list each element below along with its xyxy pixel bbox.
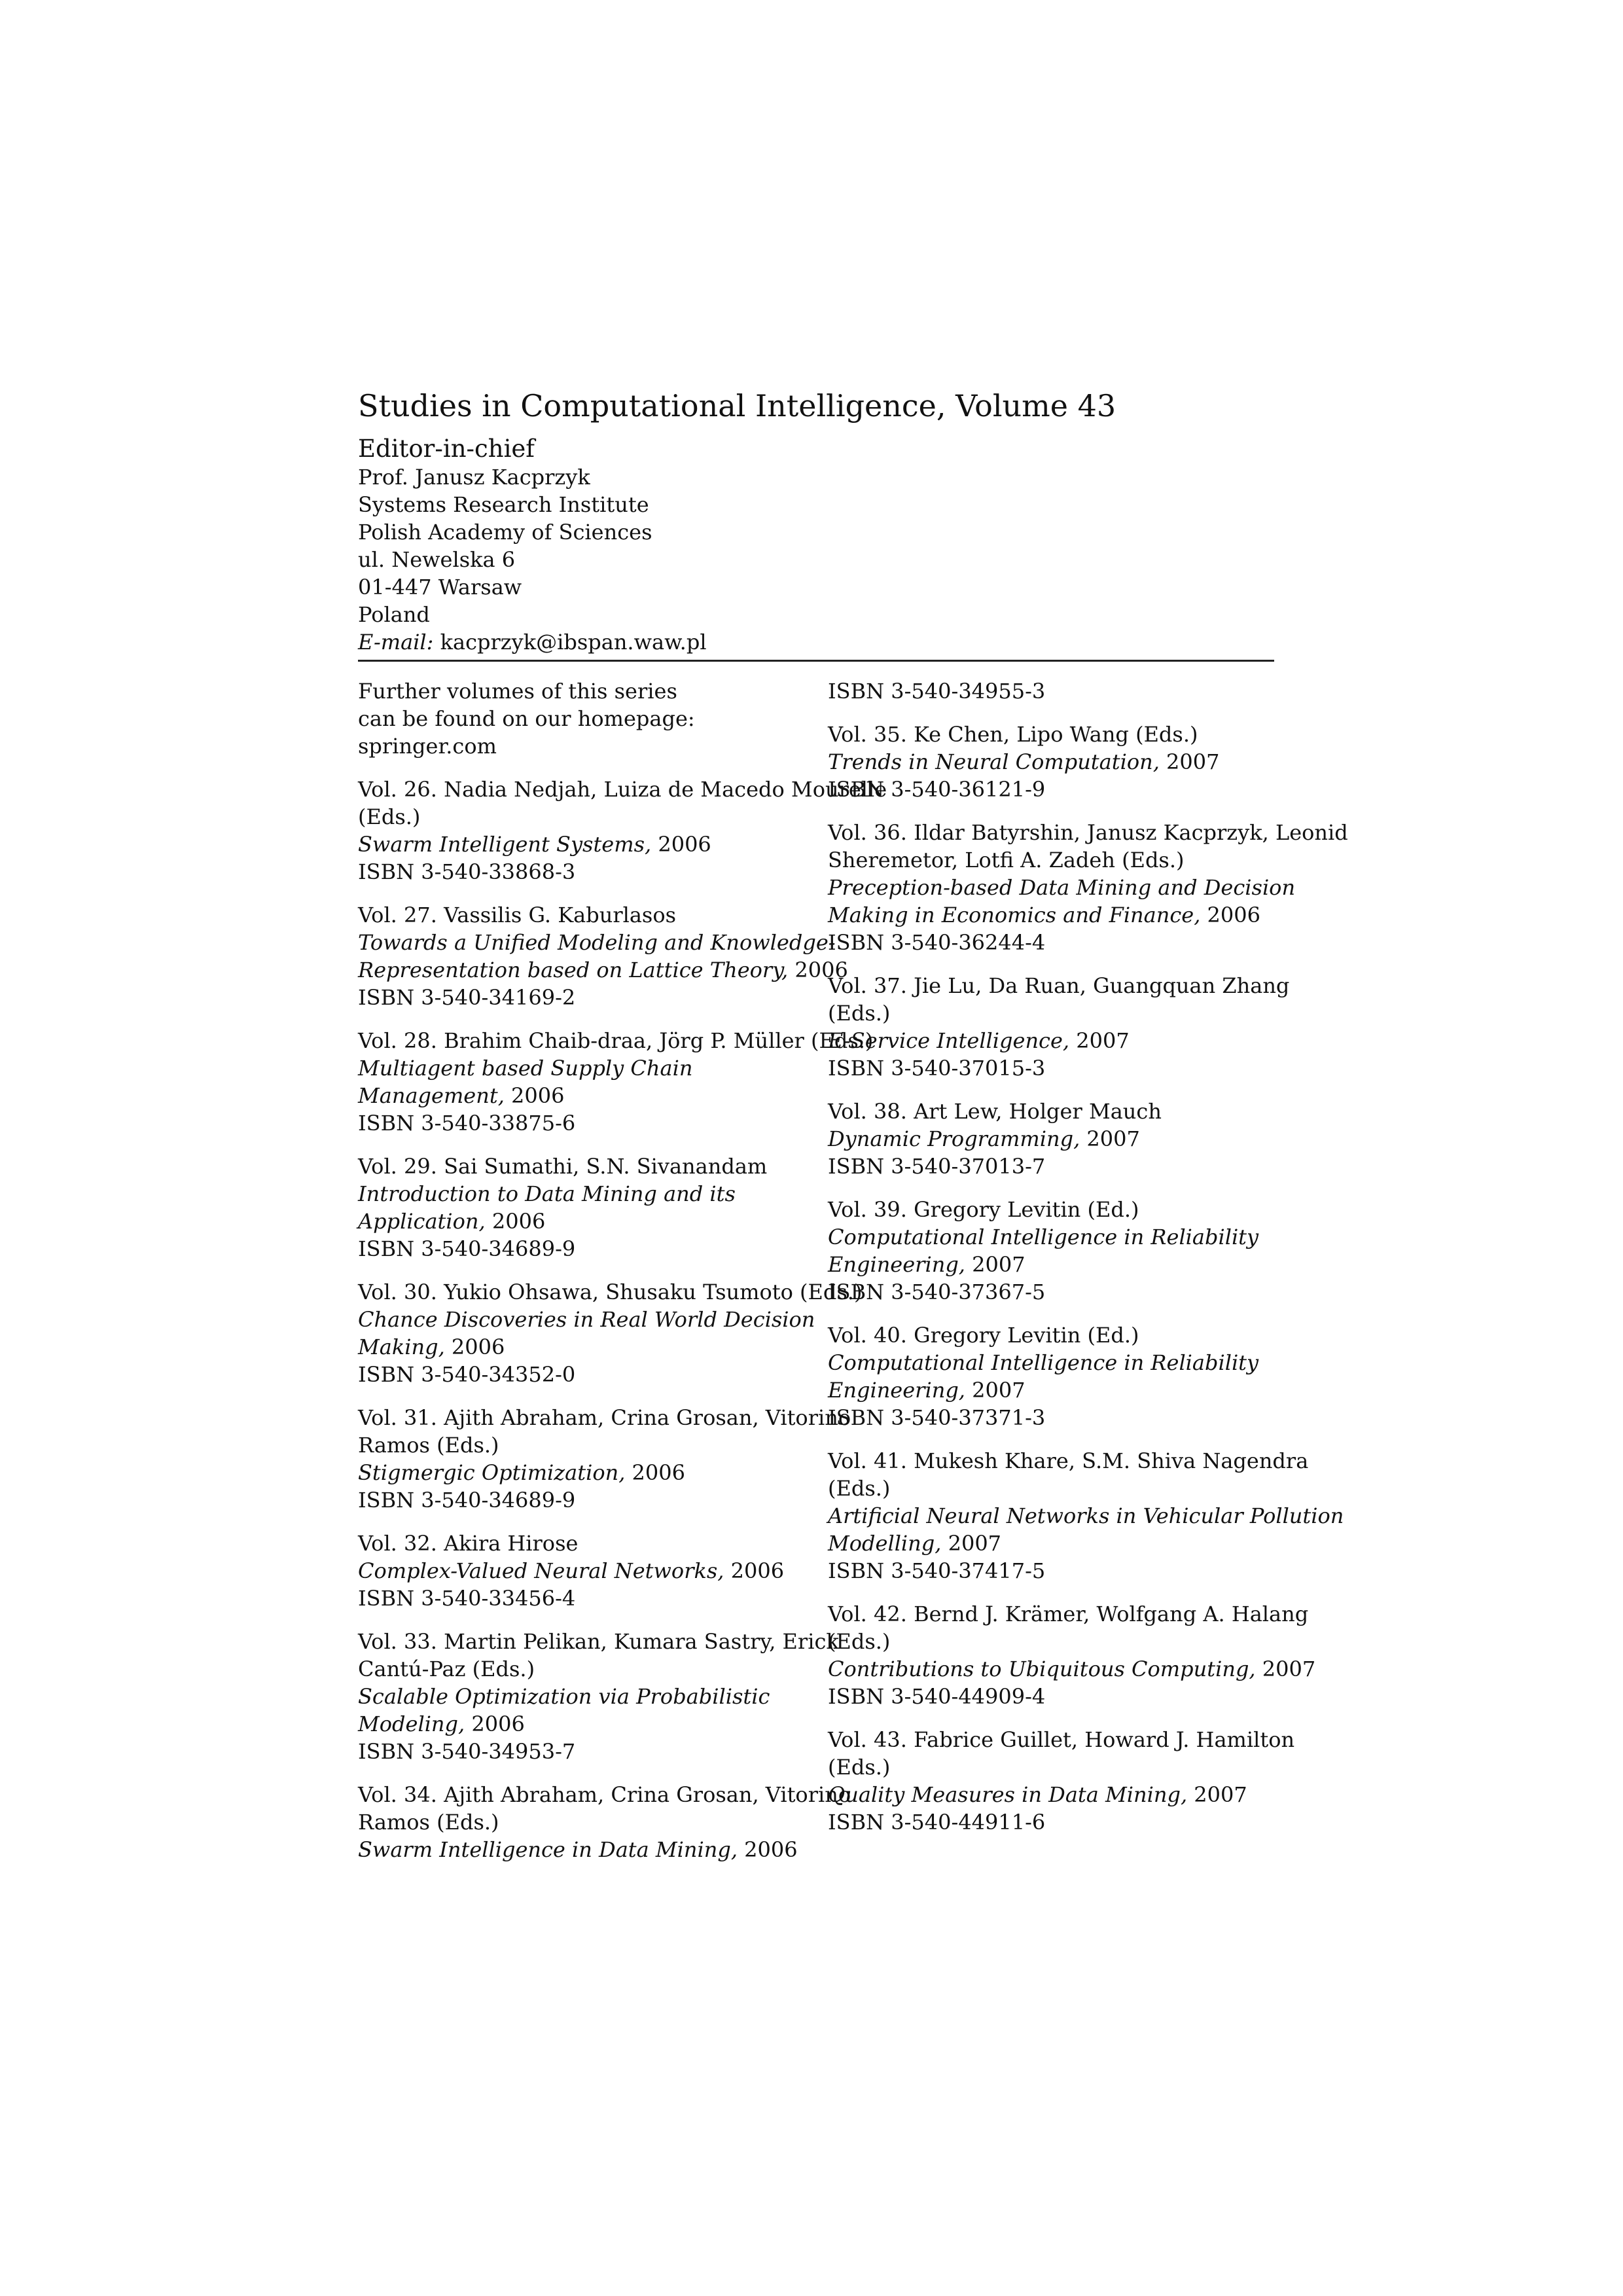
book-title: Contributions to Ubiquitous Computing, xyxy=(828,1657,1256,1681)
entry-line xyxy=(828,1655,1316,1683)
entry-line xyxy=(828,1153,1279,1180)
entry-line xyxy=(358,1333,816,1361)
book-title: Engineering, xyxy=(828,1252,965,1277)
volume-entry xyxy=(828,1726,1295,1836)
publication-year: 2006 xyxy=(465,1712,525,1736)
volume-entry xyxy=(828,972,1290,1082)
book-title: Swarm Intelligence in Data Mining, xyxy=(358,1837,738,1862)
entry-line xyxy=(358,1082,816,1109)
entry-text: Vol. 26. Nadia Nedjah, Luiza de Macedo Mourelle xyxy=(358,777,887,802)
entry-line xyxy=(358,1431,816,1459)
entry-text: Vol. 34. Ajith Abraham, Crina Grosan, Vitorino xyxy=(358,1782,851,1807)
editor-block xyxy=(358,435,1274,656)
publication-year: 2007 xyxy=(965,1252,1026,1277)
entry-line xyxy=(828,1125,1279,1153)
entry-text: ISBN 3-540-37417-5 xyxy=(828,1558,1046,1583)
book-title: Introduction to Data Mining and its xyxy=(358,1181,736,1206)
entry-text: Ramos (Eds.) xyxy=(358,1433,499,1458)
homepage-link[interactable]: springer.com xyxy=(358,734,497,759)
entry-text: Vol. 32. Akira Hirose xyxy=(358,1531,579,1556)
entry-line xyxy=(358,1153,816,1180)
entry-line xyxy=(828,819,1348,846)
entry-text: ISBN 3-540-33868-3 xyxy=(358,859,576,884)
entry-text: ISBN 3-540-34689-9 xyxy=(358,1236,576,1261)
publication-year: 2006 xyxy=(651,832,711,857)
book-title: Swarm Intelligent Systems, xyxy=(358,832,652,857)
series-page xyxy=(358,386,1348,1862)
entry-line xyxy=(828,1726,1295,1753)
entry-line xyxy=(358,776,887,803)
homepage-note xyxy=(358,677,816,760)
entry-line xyxy=(828,1683,1279,1710)
entry-line xyxy=(358,1808,816,1836)
entry-text: ISBN 3-540-44909-4 xyxy=(828,1684,1046,1709)
entry-line xyxy=(828,1054,1279,1082)
volume-entry xyxy=(828,1600,1316,1710)
editor-institute: Systems Research Institute xyxy=(358,492,649,517)
entry-text: ISBN 3-540-36121-9 xyxy=(828,777,1046,802)
entry-line xyxy=(828,1251,1279,1278)
book-title: Making in Economics and Finance, xyxy=(828,903,1201,927)
book-title: E-Service Intelligence, xyxy=(828,1028,1070,1053)
publication-year: 2006 xyxy=(485,1209,546,1234)
entry-line xyxy=(828,846,1279,874)
volume-entry xyxy=(358,1404,851,1514)
editor-academy: Polish Academy of Sciences xyxy=(358,520,652,545)
publication-year: 2007 xyxy=(1187,1782,1247,1807)
volume-entry xyxy=(358,1278,863,1388)
entry-text: Vol. 41. Mukesh Khare, S.M. Shiva Nagendra xyxy=(828,1448,1309,1473)
entry-line xyxy=(828,1753,1279,1781)
entry-line xyxy=(828,721,1279,748)
entry-line xyxy=(828,1475,1279,1502)
volume-entry xyxy=(828,1321,1279,1431)
volume-entry xyxy=(828,1098,1279,1180)
entry-line xyxy=(358,803,816,831)
book-title: Multiagent based Supply Chain xyxy=(358,1056,693,1081)
email-label: E-mail: xyxy=(358,630,434,655)
entry-text: ISBN 3-540-44911-6 xyxy=(828,1810,1046,1835)
entry-text: ISBN 3-540-34352-0 xyxy=(358,1362,576,1387)
email-address[interactable]: kacprzyk@ibspan.waw.pl xyxy=(440,630,707,655)
volume-entry xyxy=(358,1628,839,1765)
entry-text: ISBN 3-540-33875-6 xyxy=(358,1111,576,1136)
entry-line xyxy=(828,1600,1309,1628)
entry-text: Vol. 27. Vassilis G. Kaburlasos xyxy=(358,903,677,927)
book-title: Chance Discoveries in Real World Decision xyxy=(358,1307,815,1332)
entry-line xyxy=(828,1404,1279,1431)
entry-line xyxy=(828,1628,1279,1655)
book-title: Engineering, xyxy=(828,1378,965,1403)
entry-text: ISBN 3-540-37015-3 xyxy=(828,1056,1046,1081)
series-title: Studies in Computational Intelligence, Volume 43 xyxy=(358,388,1116,423)
entry-text: (Eds.) xyxy=(828,1476,891,1501)
entry-text: ISBN 3-540-37013-7 xyxy=(828,1154,1046,1179)
entry-text: Vol. 42. Bernd J. Krämer, Wolfgang A. Halang xyxy=(828,1602,1309,1626)
entry-text: ISBN 3-540-33456-4 xyxy=(358,1586,576,1611)
publication-year: 2007 xyxy=(1069,1028,1130,1053)
publication-year: 2007 xyxy=(941,1531,1002,1556)
volume-entry xyxy=(358,776,887,886)
entry-text: ISBN 3-540-37367-5 xyxy=(828,1280,1046,1304)
volume-entry xyxy=(828,721,1279,803)
book-title: Preception-based Data Mining and Decision xyxy=(828,875,1296,900)
entry-line xyxy=(828,901,1279,929)
entry-line xyxy=(828,1223,1279,1251)
book-title: Computational Intelligence in Reliability xyxy=(828,1225,1259,1249)
entry-line xyxy=(358,1404,851,1431)
volume-entry xyxy=(358,1530,816,1612)
entry-line xyxy=(828,1557,1279,1585)
entry-line xyxy=(358,831,816,858)
editor-heading: Editor-in-chief xyxy=(358,435,535,463)
volume-entry xyxy=(828,1447,1344,1585)
volume-entry xyxy=(358,1027,874,1137)
entry-text: Vol. 39. Gregory Levitin (Ed.) xyxy=(828,1197,1139,1222)
book-title: Artificial Neural Networks in Vehicular Pollution xyxy=(828,1503,1344,1528)
publication-year: 2007 xyxy=(1080,1126,1140,1151)
book-title: Stigmergic Optimization, xyxy=(358,1460,626,1485)
entry-text: ISBN 3-540-37371-3 xyxy=(828,1405,1046,1430)
volume-entry xyxy=(358,1781,851,1863)
entry-text: (Eds.) xyxy=(828,1629,891,1654)
entry-line xyxy=(358,1459,816,1486)
entry-line xyxy=(828,1530,1279,1557)
entry-text: Vol. 40. Gregory Levitin (Ed.) xyxy=(828,1323,1139,1348)
entry-line xyxy=(828,1781,1279,1808)
entry-line xyxy=(358,1557,816,1585)
entry-line xyxy=(828,776,1279,803)
publication-year: 2006 xyxy=(504,1083,565,1108)
entry-line xyxy=(828,1098,1279,1125)
entry-line xyxy=(358,984,816,1011)
entry-line xyxy=(358,1710,816,1738)
entry-line xyxy=(828,874,1296,901)
section-divider xyxy=(358,660,1274,662)
book-title: Towards a Unified Modeling and Knowledge- xyxy=(358,930,836,955)
entry-line xyxy=(358,1628,839,1655)
book-title: Scalable Optimization via Probabilistic xyxy=(358,1684,770,1709)
entry-line xyxy=(358,1208,816,1235)
publication-year: 2006 xyxy=(724,1558,785,1583)
publication-year: 2007 xyxy=(965,1378,1026,1403)
entry-line xyxy=(358,1361,816,1388)
book-title: Representation based on Lattice Theory, xyxy=(358,958,789,982)
book-title: Quality Measures in Data Mining, xyxy=(828,1782,1188,1807)
editor-city: 01-447 Warsaw xyxy=(358,575,522,600)
entry-text: Ramos (Eds.) xyxy=(358,1810,499,1835)
entry-line xyxy=(828,972,1290,999)
entry-line xyxy=(358,956,848,984)
entry-line xyxy=(828,677,1279,705)
entry-line xyxy=(358,858,816,886)
book-title: Making, xyxy=(358,1335,445,1359)
entry-line xyxy=(358,1530,816,1557)
publication-year: 2007 xyxy=(1159,749,1220,774)
entry-text: Vol. 38. Art Lew, Holger Mauch xyxy=(828,1099,1162,1124)
entry-text: ISBN 3-540-34955-3 xyxy=(828,679,1046,704)
publication-year: 2006 xyxy=(737,1837,798,1862)
entry-line xyxy=(828,1376,1279,1404)
editor-country: Poland xyxy=(358,602,430,627)
entry-text: Vol. 43. Fabrice Guillet, Howard J. Hamilton xyxy=(828,1727,1295,1752)
entry-text: (Eds.) xyxy=(828,1755,891,1780)
publication-year: 2007 xyxy=(1255,1657,1316,1681)
publication-year: 2006 xyxy=(788,958,848,982)
book-title: Complex-Valued Neural Networks, xyxy=(358,1558,724,1583)
entry-text: ISBN 3-540-34689-9 xyxy=(358,1488,576,1513)
entry-line xyxy=(358,1109,816,1137)
entry-text: Vol. 36. Ildar Batyrshin, Janusz Kacprzyk, Leonid xyxy=(828,820,1348,845)
entry-text: Vol. 28. Brahim Chaib-draa, Jörg P. Müller (Eds.) xyxy=(358,1028,874,1053)
entry-text: Sheremetor, Lotfi A. Zadeh (Eds.) xyxy=(828,848,1185,872)
publication-year: 2006 xyxy=(625,1460,685,1485)
entry-line xyxy=(358,901,816,929)
entry-text: ISBN 3-540-34953-7 xyxy=(358,1739,576,1764)
volume-entry xyxy=(828,819,1348,956)
entry-line xyxy=(828,1196,1279,1223)
entry-line xyxy=(358,1235,816,1263)
entry-line xyxy=(828,1027,1279,1054)
homepage-line: Further volumes of this series xyxy=(358,679,677,704)
book-title: Management, xyxy=(358,1083,505,1108)
entry-line xyxy=(828,748,1279,776)
entry-line xyxy=(358,1486,816,1514)
book-title: Dynamic Programming, xyxy=(828,1126,1080,1151)
book-title: Computational Intelligence in Reliability xyxy=(828,1350,1259,1375)
entry-line xyxy=(828,1321,1279,1349)
entry-text: ISBN 3-540-36244-4 xyxy=(828,930,1046,955)
entry-line xyxy=(358,1180,816,1208)
editor-street: ul. Newelska 6 xyxy=(358,547,516,572)
entry-line xyxy=(828,1349,1279,1376)
entry-line xyxy=(828,1447,1309,1475)
entry-line xyxy=(358,1278,863,1306)
entry-line xyxy=(358,1027,874,1054)
entry-text: Vol. 30. Yukio Ohsawa, Shusaku Tsumoto (Eds.) xyxy=(358,1280,863,1304)
publication-year: 2006 xyxy=(444,1335,505,1359)
entry-line xyxy=(358,1836,816,1863)
volume-entry xyxy=(358,1153,816,1263)
entry-text: Vol. 35. Ke Chen, Lipo Wang (Eds.) xyxy=(828,722,1198,747)
editor-email-line xyxy=(358,628,1274,656)
entry-line xyxy=(358,1306,816,1333)
entry-text: Vol. 29. Sai Sumathi, S.N. Sivanandam xyxy=(358,1154,768,1179)
homepage-line: can be found on our homepage: xyxy=(358,706,695,731)
entry-text: Cantú-Paz (Eds.) xyxy=(358,1657,535,1681)
entry-line xyxy=(828,1808,1279,1836)
publication-year: 2006 xyxy=(1200,903,1260,927)
entry-line xyxy=(828,1502,1344,1530)
volume-entry xyxy=(358,901,848,1011)
entry-line xyxy=(358,1683,816,1710)
entry-text: ISBN 3-540-34169-2 xyxy=(358,985,576,1010)
entry-line xyxy=(358,1781,851,1808)
entry-line xyxy=(358,1054,816,1082)
entry-line xyxy=(828,929,1279,956)
entry-line xyxy=(828,999,1279,1027)
entry-line xyxy=(358,1655,816,1683)
editor-name: Prof. Janusz Kacprzyk xyxy=(358,465,590,490)
book-title: Trends in Neural Computation, xyxy=(828,749,1160,774)
book-title: Application, xyxy=(358,1209,486,1234)
entry-text: Vol. 37. Jie Lu, Da Ruan, Guangquan Zhang xyxy=(828,973,1290,998)
book-title: Modelling, xyxy=(828,1531,942,1556)
entry-line xyxy=(358,1585,816,1612)
volume-entry xyxy=(828,1196,1279,1306)
entry-line xyxy=(358,1738,816,1765)
volume-entry xyxy=(828,677,1279,705)
book-title: Modeling, xyxy=(358,1712,465,1736)
entry-line xyxy=(828,1278,1279,1306)
right-column xyxy=(828,677,1348,1852)
entry-text: (Eds.) xyxy=(828,1001,891,1026)
entry-text: Vol. 33. Martin Pelikan, Kumara Sastry, Erick xyxy=(358,1629,839,1654)
entry-text: Vol. 31. Ajith Abraham, Crina Grosan, Vitorino xyxy=(358,1405,851,1430)
entry-line xyxy=(358,929,836,956)
entry-text: (Eds.) xyxy=(358,804,421,829)
